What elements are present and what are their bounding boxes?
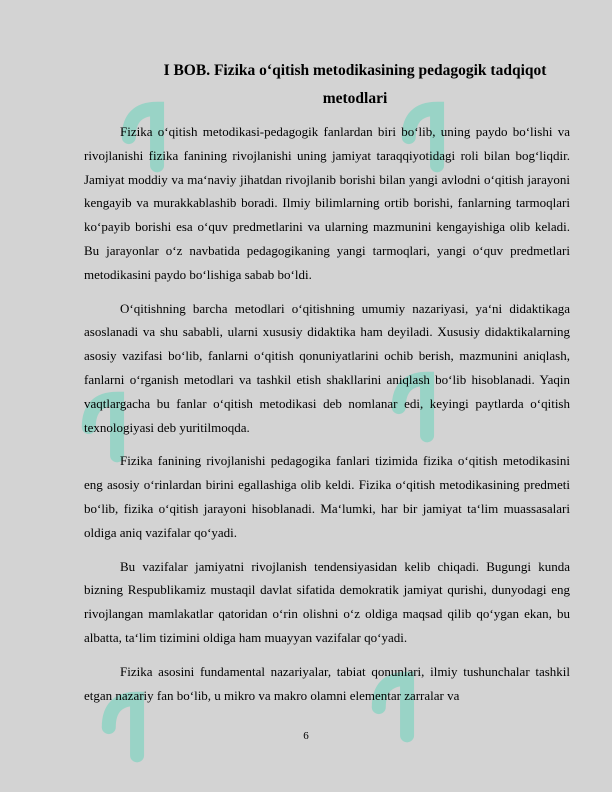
document-body (84, 120, 570, 717)
page-number: 6 (303, 730, 309, 742)
chapter-heading-line1: I BOB. Fizika o‘qitish metodikasining pedagogik tadqiqot (163, 62, 547, 79)
chapter-heading (140, 57, 570, 113)
paragraph-2: O‘qitishning barcha metodlari o‘qitishning umumiy nazariyasi, ya‘ni didaktikaga asoslanadi va shu sababli, ularni xususiy didaktika ham deyiladi. Xususiy didaktikalarning asosiy vazifasi bo‘lib, fanlarni o‘qitish qonuniyatlarini ochib berish, mazmunini aniqlash, fanlarni o‘rganish metodlari va tashkil etish shakllarini aniqlash bo‘lib hisoblanadi. Yaqin vaqtlargacha bu fanlar o‘qitish metodikasi deb nomlanar edi, keyingi paytlarda o‘qitish texnologiyasi deb yuritilmoqda. (84, 300, 570, 435)
paragraph-1: Fizika o‘qitish metodikasi-pedagogik fanlardan biri bo‘lib, uning paydo bo‘lishi va rivojlanishi fizika fanining rivojlanishi uning jamiyat taraqqiyotidagi roli bilan bog‘liqdir. Jamiyat moddiy va ma‘naviy jihatdan rivojlanib borishi bilan yangi avlodni o‘qitish jarayoni kengayib va murakkablashib boradi. Ilmiy bilimlarning ortib borishi, fanlarning tarmoqlari ko‘payib borishi esa o‘quv predmetlarini va ularning mazmunini kengayishiga olib keladi. Bu jarayonlar o‘z navbatida pedagogikaning yangi tarmoqlari, yangi o‘quv predmetlari metodikasini paydo bo‘lishiga sabab bo‘ldi. (84, 124, 570, 282)
paragraph-3: Fizika fanining rivojlanishi pedagogika fanlari tizimida fizika o‘qitish metodikasini eng asosiy o‘rinlardan birini egallashiga olib keldi. Fizika o‘qitish metodikasining predmeti bo‘lib, fizika o‘qitish jarayoni hisoblanadi. Ma‘lumki, har bir jamiyat ta‘lim muassasalari oldiga aniq vazifalar qo‘yadi. (84, 453, 570, 540)
paragraph-4: Bu vazifalar jamiyatni rivojlanish tendensiyasidan kelib chiqadi. Bugungi kunda bizning Respublikamiz mustaqil davlat sifatida demokratik jamiyat qurishi, dunyodagi eng rivojlangan mamlakatlar qatoridan o‘rin olishni o‘z oldiga maqsad qilib qo‘ygan ekan, bu albatta, ta‘lim tizimini oldiga ham muayyan vazifalar qo‘yadi. (84, 558, 570, 645)
chapter-heading-line2: metodlari (322, 90, 388, 107)
paragraph-5: Fizika asosini fundamental nazariyalar, tabiat qonunlari, ilmiy tushunchalar tashkil etgan nazariy fan bo‘lib, u mikro va makro olamni elementar zarralar va (84, 663, 570, 703)
